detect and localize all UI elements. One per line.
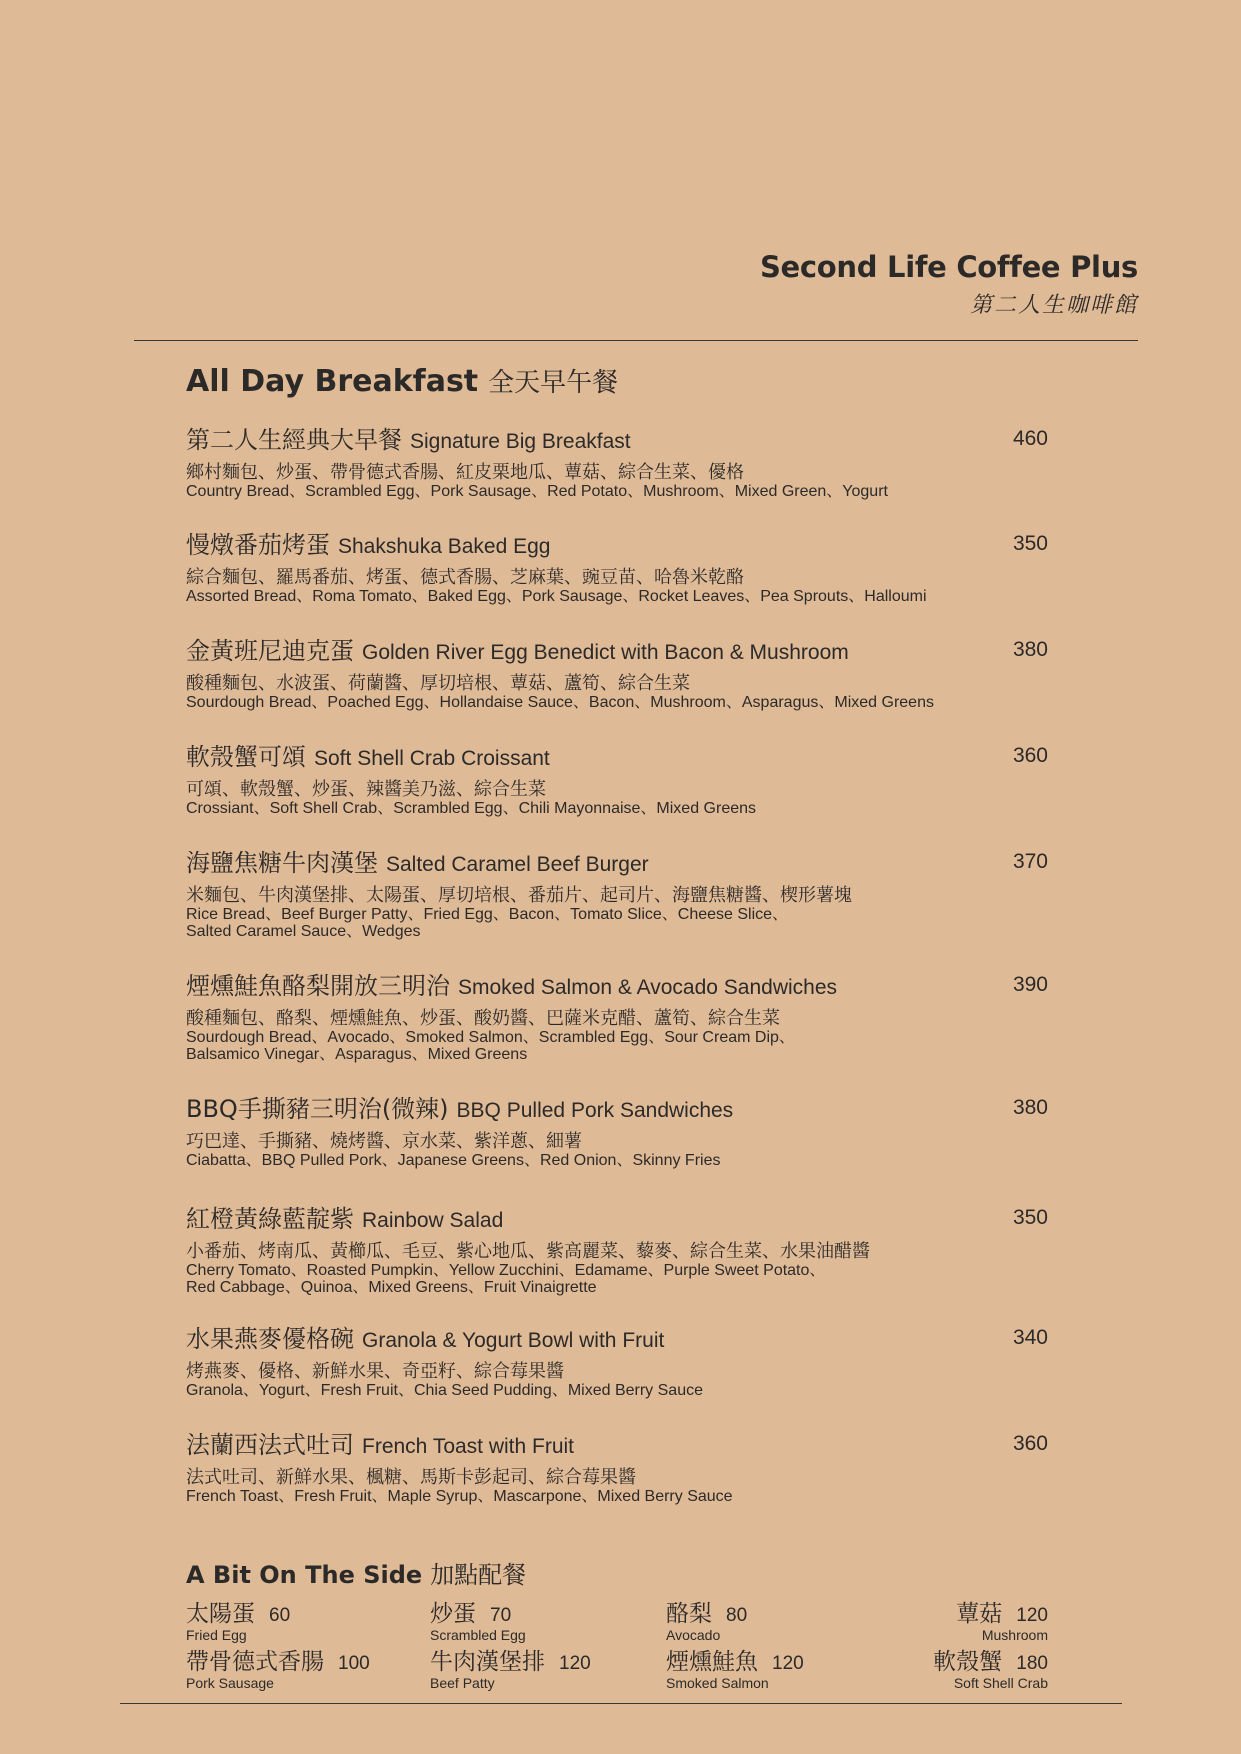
item-name-en: Smoked Salmon & Avocado Sandwiches	[458, 976, 838, 999]
side-item	[933, 1643, 1048, 1690]
item-desc-zh: 酸種麵包、酪梨、煙燻鮭魚、炒蛋、酸奶醬、巴薩米克醋、蘆筍、綜合生菜	[186, 1008, 780, 1029]
item-name-en: Salted Caramel Beef Burger	[386, 853, 649, 876]
item-name-zh: 水果燕麥優格碗	[186, 1325, 354, 1353]
item-price: 380	[1012, 1096, 1048, 1119]
item-desc-zh: 米麵包、牛肉漢堡排、太陽蛋、厚切培根、番茄片、起司片、海鹽焦糖醬、楔形薯塊	[186, 885, 852, 906]
side-item-price: 60	[269, 1605, 291, 1626]
item-desc-en: Granola、Yogurt、Fresh Fruit、Chia Seed Pudding、Mixed Berry Sauce	[186, 1382, 703, 1399]
side-title-zh: 加點配餐	[430, 1561, 527, 1589]
item-desc-en: Rice Bread、Beef Burger Patty、Fried Egg、Bacon、Tomato Slice、Cheese Slice、 Salted Caramel Sauce、Wedges	[186, 906, 789, 940]
side-item-price: 70	[490, 1605, 512, 1626]
brand-subtitle: 第二人生咖啡館	[969, 293, 1138, 318]
side-item-zh: 炒蛋	[430, 1601, 476, 1627]
brand-name: Second Life Coffee Plus	[759, 250, 1138, 284]
side-item-zh: 軟殼蟹	[933, 1649, 1003, 1675]
item-desc-en: French Toast、Fresh Fruit、Maple Syrup、Mascarpone、Mixed Berry Sauce	[186, 1488, 733, 1505]
item-name-en: French Toast with Fruit	[362, 1435, 575, 1458]
item-name-zh: 煙燻鮭魚酪梨開放三明治	[186, 972, 450, 1000]
item-name-en: Signature Big Breakfast	[410, 430, 631, 453]
item-name-zh: 紅橙黃綠藍靛紫	[186, 1205, 354, 1233]
side-item-en: Smoked Salmon	[666, 1675, 769, 1691]
side-item	[186, 1595, 290, 1642]
section-title	[186, 362, 618, 399]
side-item-zh: 牛肉漢堡排	[430, 1649, 545, 1675]
item-desc-zh: 酸種麵包、水波蛋、荷蘭醬、厚切培根、蕈菇、蘆筍、綜合生菜	[186, 673, 690, 694]
side-title	[186, 1555, 526, 1590]
item-desc-zh: 綜合麵包、羅馬番茄、烤蛋、德式香腸、芝麻葉、豌豆苗、哈魯米乾酪	[186, 567, 744, 588]
side-item-price: 120	[559, 1653, 591, 1674]
side-item	[430, 1595, 526, 1642]
side-item-en: Avocado	[666, 1627, 721, 1643]
item-price: 340	[1012, 1326, 1048, 1349]
item-desc-zh: 小番茄、烤南瓜、黃櫛瓜、毛豆、紫心地瓜、紫高麗菜、藜麥、綜合生菜、水果油醋醬	[186, 1241, 870, 1262]
side-item-zh: 煙燻鮭魚	[666, 1649, 758, 1675]
side-item-price: 80	[726, 1605, 748, 1626]
item-desc-zh: 鄉村麵包、炒蛋、帶骨德式香腸、紅皮栗地瓜、蕈菇、綜合生菜、優格	[186, 462, 744, 483]
bottom-divider	[120, 1703, 1122, 1704]
side-item	[430, 1643, 591, 1690]
item-desc-en: Assorted Bread、Roma Tomato、Baked Egg、Pork Sausage、Rocket Leaves、Pea Sprouts、Halloumi	[186, 588, 927, 605]
section-title-en: All Day Breakfast	[186, 364, 479, 399]
menu-item	[186, 1324, 1048, 1430]
menu-item	[186, 636, 1048, 742]
side-title-en: A Bit On The Side	[186, 1561, 423, 1589]
item-name-en: Granola & Yogurt Bowl with Fruit	[362, 1329, 665, 1352]
top-divider	[134, 340, 1138, 341]
item-price: 460	[1012, 427, 1048, 450]
side-item-price: 120	[1016, 1605, 1048, 1626]
side-item	[666, 1643, 804, 1690]
side-item-zh: 酪梨	[666, 1601, 712, 1627]
side-item-price: 180	[1016, 1653, 1048, 1674]
menu-item	[186, 1430, 1048, 1530]
side-item-price: 120	[772, 1653, 804, 1674]
side-item-en: Pork Sausage	[186, 1675, 274, 1691]
menu-item	[186, 1204, 1048, 1324]
side-item	[666, 1595, 747, 1642]
side-item-zh: 蕈菇	[956, 1601, 1003, 1627]
section-title-zh: 全天早午餐	[488, 368, 619, 398]
item-price: 380	[1012, 638, 1048, 661]
side-item-en: Soft Shell Crab	[953, 1675, 1048, 1691]
item-desc-zh: 法式吐司、新鮮水果、楓糖、馬斯卡彭起司、綜合莓果醬	[186, 1467, 636, 1488]
item-name-zh: 慢燉番茄烤蛋	[186, 531, 330, 559]
item-desc-en: Sourdough Bread、Avocado、Smoked Salmon、Scrambled Egg、Sour Cream Dip、 Balsamico Vinegar、Asparagus、Mixed Greens	[186, 1029, 795, 1063]
item-name-zh: 法蘭西法式吐司	[186, 1431, 354, 1459]
item-desc-en: Crossiant、Soft Shell Crab、Scrambled Egg、Chili Mayonnaise、Mixed Greens	[186, 800, 757, 817]
side-item-en: Scrambled Egg	[430, 1627, 526, 1643]
menu-item	[186, 1094, 1048, 1204]
item-name-zh: 金黃班尼迪克蛋	[186, 637, 354, 665]
menu-item	[186, 971, 1048, 1094]
item-price: 360	[1012, 744, 1048, 767]
item-desc-en: Sourdough Bread、Poached Egg、Hollandaise Sauce、Bacon、Mushroom、Asparagus、Mixed Greens	[186, 694, 934, 711]
brand-block	[760, 250, 1138, 319]
item-name-en: Golden River Egg Benedict with Bacon & Mushroom	[362, 641, 849, 664]
item-desc-en: Country Bread、Scrambled Egg、Pork Sausage、Red Potato、Mushroom、Mixed Green、Yogurt	[186, 483, 888, 500]
item-desc-en: Ciabatta、BBQ Pulled Pork、Japanese Greens、Red Onion、Skinny Fries	[186, 1152, 721, 1169]
side-item-en: Beef Patty	[430, 1675, 495, 1691]
menu-item	[186, 530, 1048, 636]
item-name-zh: 海鹽焦糖牛肉漢堡	[186, 849, 378, 877]
item-price: 390	[1012, 973, 1048, 996]
item-price: 350	[1012, 532, 1048, 555]
menu-item	[186, 425, 1048, 530]
item-name-en: Soft Shell Crab Croissant	[314, 747, 550, 770]
item-price: 360	[1012, 1432, 1048, 1455]
side-item-en: Fried Egg	[186, 1627, 247, 1643]
item-name-en: Rainbow Salad	[362, 1209, 504, 1232]
item-name-zh: BBQ手撕豬三明治(微辣)	[186, 1095, 449, 1123]
menu-items	[186, 425, 1048, 1530]
side-item	[186, 1643, 370, 1690]
item-price: 370	[1012, 850, 1048, 873]
item-desc-en: Cherry Tomato、Roasted Pumpkin、Yellow Zucchini、Edamame、Purple Sweet Potato、 Red Cabbage、Quinoa、Mixed Greens、Fruit Vinaigrette	[186, 1262, 826, 1296]
item-name-zh: 第二人生經典大早餐	[186, 426, 402, 454]
menu-item	[186, 848, 1048, 971]
side-item	[956, 1595, 1048, 1642]
item-price: 350	[1012, 1206, 1048, 1229]
side-item-zh: 帶骨德式香腸	[186, 1649, 324, 1675]
item-desc-zh: 可頌、軟殼蟹、炒蛋、辣醬美乃滋、綜合生菜	[186, 779, 546, 800]
item-name-zh: 軟殼蟹可頌	[186, 743, 306, 771]
item-desc-zh: 烤燕麥、優格、新鮮水果、奇亞籽、綜合莓果醬	[186, 1361, 564, 1382]
item-desc-zh: 巧巴達、手撕豬、燒烤醬、京水菜、紫洋蔥、細薯	[186, 1131, 582, 1152]
side-item-price: 100	[338, 1653, 370, 1674]
item-name-en: BBQ Pulled Pork Sandwiches	[456, 1099, 734, 1122]
menu-item	[186, 742, 1048, 848]
item-name-en: Shakshuka Baked Egg	[338, 535, 551, 558]
side-item-en: Mushroom	[981, 1627, 1048, 1643]
side-item-zh: 太陽蛋	[186, 1601, 255, 1627]
